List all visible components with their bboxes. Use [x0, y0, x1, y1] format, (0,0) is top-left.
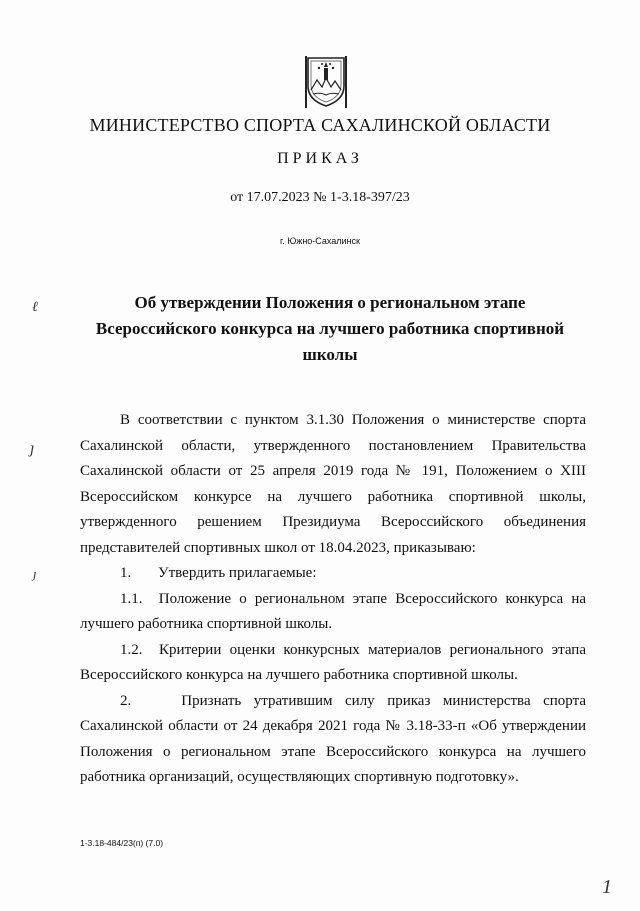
list-item-1-1 — [80, 587, 586, 638]
page-number-mark: 1 — [602, 876, 612, 898]
item-text: Признать утратившим силу приказ министерства спорта Сахалинской области от 24 декабря 2021 года № 3.18-33-п «Об утверждении Положения о региональном этапе Всероссийского конкурса на лучшего работника организаций, осуществляющих спортивную подготовку». — [80, 692, 586, 785]
order-heading: ПРИКАЗ — [277, 150, 363, 167]
margin-mark: ȷ — [30, 440, 35, 457]
coat-of-arms-icon — [305, 56, 347, 108]
city-label: г. Южно-Сахалинск — [280, 236, 360, 246]
item-text: Утвердить прилагаемые: — [158, 565, 317, 581]
item-text: Критерии оценки конкурсных материалов регионального этапа Всероссийского конкурса на лучшего работника спортивной школы. — [80, 641, 586, 683]
item-text: Положение о региональном этапе Всероссийского конкурса на лучшего работника спортивной школы. — [80, 590, 587, 632]
list-item-2 — [80, 689, 586, 791]
list-item-1-2 — [80, 638, 586, 689]
order-number: от 17.07.2023 № 1-3.18-397/23 — [230, 190, 410, 205]
document-code: 1-3.18-484/23(п) (7.0) — [80, 838, 164, 848]
margin-mark: ℓ — [32, 300, 38, 315]
ministry-name: МИНИСТЕРСТВО СПОРТА САХАЛИНСКОЙ ОБЛАСТИ — [89, 115, 551, 135]
document-body — [80, 408, 586, 791]
item-number: 2. — [120, 692, 132, 709]
document-title: Об утверждении Положения о региональном этапе Всероссийского конкурса на лучшего работника спортивной школы — [95, 293, 565, 364]
item-number: 1. — [120, 565, 132, 581]
intro-paragraph: В соответствии с пунктом 3.1.30 Положения о министерстве спорта Сахалинской области, утвержденного постановлением Правительства Сахалинской области от 25 апреля 2019 года № 191, Положением о XIII Всероссийском конкурсе на лучшего работника спортивной школы, утвержденного решением Президиума Всероссийского объединения представителей спортивных школ от 18.04.2023, приказываю: — [80, 412, 586, 556]
margin-mark: ȷ — [33, 566, 37, 581]
item-number: 1.1. — [120, 590, 143, 607]
item-number: 1.2. — [120, 641, 143, 658]
list-item-1 — [80, 561, 586, 587]
